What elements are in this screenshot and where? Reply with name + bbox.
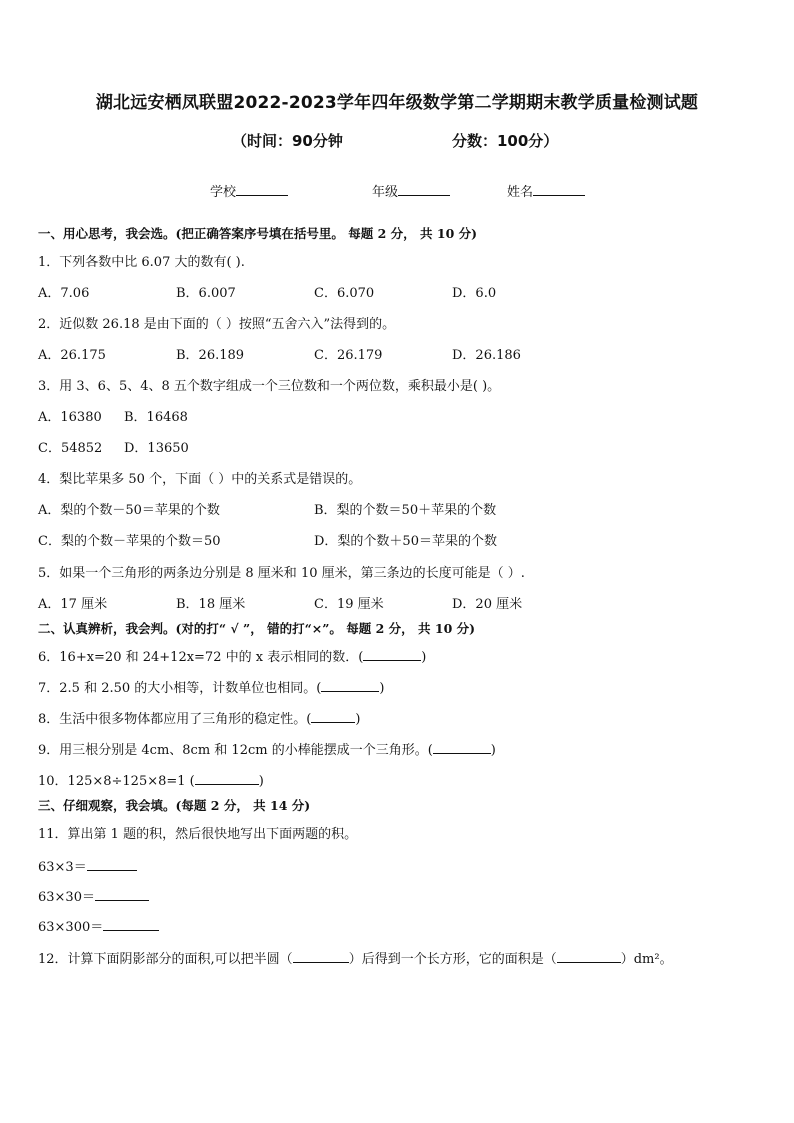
question-11: 11．算出第 1 题的积，然后很快地写出下面两题的积。 bbox=[38, 827, 358, 842]
q7-answer-blank[interactable] bbox=[321, 679, 379, 692]
grade-blank[interactable] bbox=[398, 183, 450, 196]
question-9 bbox=[38, 739, 496, 758]
question-6 bbox=[38, 646, 426, 665]
q5-option-a[interactable]: A．17 厘米 bbox=[38, 597, 108, 612]
q10-close-paren: ) bbox=[258, 774, 264, 789]
question-8-text: 8．生活中很多物体都应用了三角形的稳定性。( bbox=[38, 712, 312, 727]
question-6-text: 6．16+x=20 和 24+12x=72 中的 x 表示相同的数．( bbox=[38, 650, 364, 665]
q4-option-b[interactable]: B．梨的个数＝50＋苹果的个数 bbox=[314, 503, 497, 518]
q7-close-paren: ) bbox=[379, 681, 385, 696]
question-5: 5．如果一个三角形的两条边分别是 8 厘米和 10 厘米，第三条边的长度可能是（ ）. bbox=[38, 566, 525, 581]
grade-field[interactable] bbox=[372, 181, 450, 200]
school-blank[interactable] bbox=[236, 183, 288, 196]
question-1: 1．下列各数中比 6.07 大的数有( ). bbox=[38, 255, 245, 270]
q3-option-b[interactable]: B．16468 bbox=[124, 410, 188, 425]
question-7 bbox=[38, 677, 384, 696]
expression-63x30-text: 63×30＝ bbox=[38, 890, 95, 905]
q3-option-d[interactable]: D．13650 bbox=[124, 441, 189, 456]
q8-answer-blank[interactable] bbox=[311, 710, 355, 723]
q3-option-a[interactable]: A．16380 bbox=[38, 410, 102, 425]
question-9-text: 9．用三根分别是 4cm、8cm 和 12cm 的小棒能摆成一个三角形。( bbox=[38, 743, 433, 758]
section-3-heading: 三、仔细观察，我会填。(每题 2 分， 共 14 分) bbox=[38, 798, 311, 813]
question-12-text-b: ）后得到一个长方形，它的面积是（ bbox=[348, 952, 557, 967]
expression-63x300-blank[interactable] bbox=[103, 918, 159, 931]
expression-63x3-blank[interactable] bbox=[87, 858, 137, 871]
q8-close-paren: ) bbox=[355, 712, 361, 727]
q6-close-paren: ) bbox=[421, 650, 427, 665]
q10-answer-blank[interactable] bbox=[195, 772, 259, 785]
question-12 bbox=[38, 948, 673, 967]
q5-option-c[interactable]: C．19 厘米 bbox=[314, 597, 384, 612]
q4-option-c[interactable]: C．梨的个数－苹果的个数＝50 bbox=[38, 534, 221, 549]
q5-option-d[interactable]: D．20 厘米 bbox=[452, 597, 523, 612]
exam-time: （时间：90分钟 bbox=[232, 132, 343, 150]
section-2-heading: 二、认真辨析，我会判。(对的打“ √ ”， 错的打“×”。 每题 2 分， 共 10 分) bbox=[38, 621, 476, 636]
question-12-text-c: ）dm²。 bbox=[620, 952, 673, 967]
q12-blank-1[interactable] bbox=[293, 950, 349, 963]
q5-option-b[interactable]: B．18 厘米 bbox=[176, 597, 246, 612]
question-10-text: 10．125×8÷125×8=1 ( bbox=[38, 774, 195, 789]
page-title: 湖北远安栖凤联盟2022-2023学年四年级数学第二学期期末教学质量检测试题 bbox=[95, 93, 699, 113]
question-10 bbox=[38, 770, 264, 789]
q6-answer-blank[interactable] bbox=[363, 648, 421, 661]
expression-63x30-blank[interactable] bbox=[95, 888, 149, 901]
name-field[interactable] bbox=[507, 181, 585, 200]
question-12-text-a: 12．计算下面阴影部分的面积,可以把半圆（ bbox=[38, 952, 293, 967]
q9-answer-blank[interactable] bbox=[433, 741, 491, 754]
question-2: 2．近似数 26.18 是由下面的（ ）按照“五舍六入”法得到的。 bbox=[38, 317, 396, 332]
expression-63x300-text: 63×300＝ bbox=[38, 920, 104, 935]
q1-option-c[interactable]: C．6.070 bbox=[314, 286, 375, 301]
school-label: 学校 bbox=[210, 185, 237, 200]
exam-score: 分数：100分） bbox=[452, 132, 559, 150]
question-3: 3．用 3、6、5、4、8 五个数字组成一个三位数和一个两位数，乘积最小是( )。 bbox=[38, 379, 501, 394]
q4-option-a[interactable]: A．梨的个数－50＝苹果的个数 bbox=[38, 503, 220, 518]
q1-option-b[interactable]: B．6.007 bbox=[176, 286, 236, 301]
grade-label: 年级 bbox=[372, 185, 399, 200]
q2-option-b[interactable]: B．26.189 bbox=[176, 348, 245, 363]
question-8 bbox=[38, 708, 360, 727]
q1-option-d[interactable]: D．6.0 bbox=[452, 286, 497, 301]
q9-close-paren: ) bbox=[490, 743, 496, 758]
section-1-heading: 一、用心思考，我会选。(把正确答案序号填在括号里。 每题 2 分， 共 10 分) bbox=[38, 226, 478, 241]
question-7-text: 7．2.5 和 2.50 的大小相等，计数单位也相同。( bbox=[38, 681, 322, 696]
q1-option-a[interactable]: A．7.06 bbox=[38, 286, 90, 301]
school-field[interactable] bbox=[210, 181, 288, 200]
name-label: 姓名 bbox=[507, 185, 534, 200]
expression-63x3-text: 63×3＝ bbox=[38, 860, 87, 875]
name-blank[interactable] bbox=[533, 183, 585, 196]
q4-option-d[interactable]: D．梨的个数＋50＝苹果的个数 bbox=[314, 534, 497, 549]
expression-63x3 bbox=[38, 856, 137, 875]
q3-option-c[interactable]: C．54852 bbox=[38, 441, 103, 456]
q2-option-a[interactable]: A．26.175 bbox=[38, 348, 106, 363]
q2-option-c[interactable]: C．26.179 bbox=[314, 348, 383, 363]
q2-option-d[interactable]: D．26.186 bbox=[452, 348, 521, 363]
question-4: 4．梨比苹果多 50 个，下面（ ）中的关系式是错误的。 bbox=[38, 472, 362, 487]
q12-blank-2[interactable] bbox=[557, 950, 621, 963]
expression-63x300 bbox=[38, 916, 159, 935]
expression-63x30 bbox=[38, 886, 149, 905]
